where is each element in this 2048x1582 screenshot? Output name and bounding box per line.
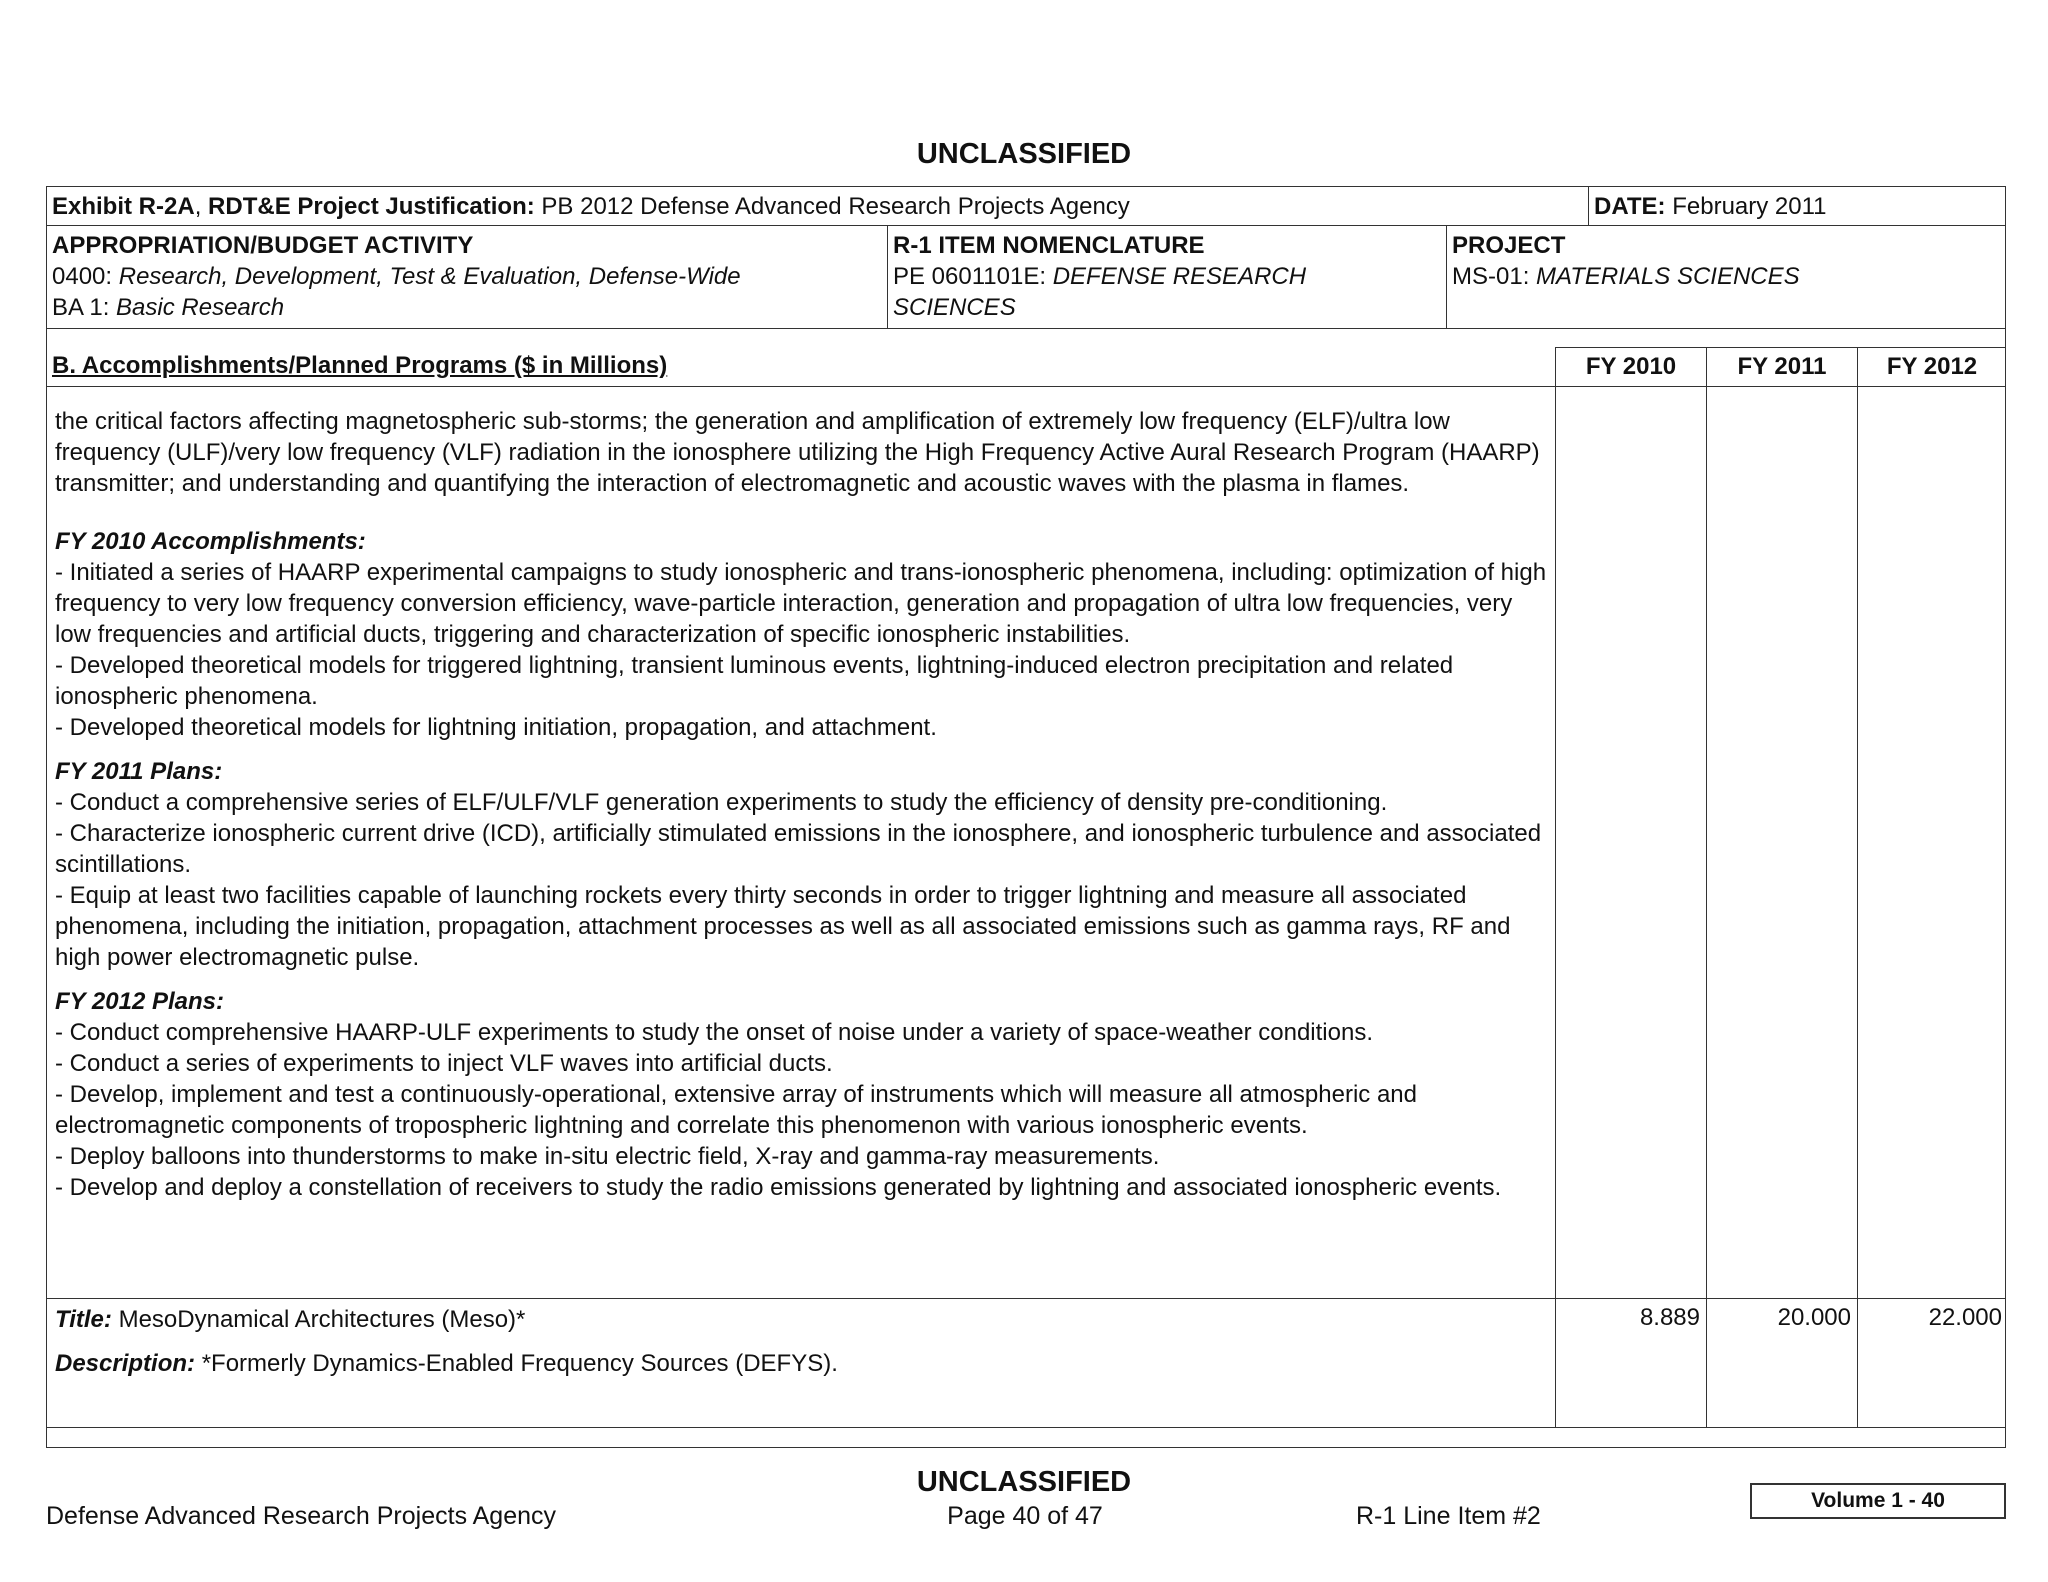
fy2012-item: - Conduct comprehensive HAARP-ULF experiments to study the onset of noise under a variety of space-weather conditions.	[55, 1019, 1373, 1046]
classification-top: UNCLASSIFIED	[916, 138, 1132, 170]
date-label: DATE:	[1594, 193, 1666, 220]
r1-name-1: DEFENSE RESEARCH	[1052, 263, 1307, 290]
meso-title	[55, 1304, 525, 1335]
meso-title-value: MesoDynamical Architectures (Meso)*	[118, 1306, 526, 1333]
footer-volume-box: Volume 1 - 40	[1750, 1483, 2006, 1519]
program-description	[55, 406, 1547, 1203]
fy2012-item: - Develop, implement and test a continuously-operational, extensive array of instruments which will measure all atmospheric and electromagnetic components of tropospheric lightning and correlate this phenomenon with various ionospheric events.	[55, 1081, 1417, 1139]
intro-paragraph: the critical factors affecting magnetospheric sub-storms; the generation and amplification of extremely low frequency (ELF)/ultra low frequency (ULF)/very low frequency (VLF) radiation in the ionosphere utilizing the High Frequency Active Aural Research Program (HAARP) transmitter; and understanding and quantifying the interaction of electromagnetic and acoustic waves with the plasma in flames.	[55, 408, 1540, 497]
r1-code: PE 0601101E:	[893, 263, 1047, 290]
fy2011-heading: FY 2011 Plans:	[55, 758, 223, 785]
project-label: PROJECT	[1452, 232, 1566, 259]
meso-fy2011-value: 20.000	[1777, 1304, 1851, 1331]
column-header-fy2010: FY 2010	[1585, 353, 1677, 380]
date-divider	[1588, 186, 1589, 225]
date-value: February 2011	[1672, 193, 1827, 220]
fy2010-item: - Developed theoretical models for lightning initiation, propagation, and attachment.	[55, 714, 937, 741]
meso-divider-top	[46, 1298, 2006, 1299]
fy2012-item: - Conduct a series of experiments to inject VLF waves into artificial ducts.	[55, 1050, 833, 1077]
ba-name: Basic Research	[116, 294, 285, 321]
r1-label: R-1 ITEM NOMENCLATURE	[893, 232, 1205, 259]
ba-code: BA 1:	[52, 294, 110, 321]
meso-divider-bottom	[46, 1427, 2006, 1428]
exhibit-title: RDT&E Project Justification:	[208, 193, 535, 220]
meso-desc-label: Description:	[55, 1350, 196, 1377]
exhibit-line: Exhibit R-2A, RDT&E Project Justification: PB 2012 Defense Advanced Research Projects Agency	[52, 193, 1130, 220]
fy2012-item: - Develop and deploy a constellation of receivers to study the radio emissions generated by lightning and associated ionospheric events.	[55, 1174, 1502, 1201]
col-line-1	[1555, 347, 1556, 1427]
fy2010-item: - Initiated a series of HAARP experimental campaigns to study ionospheric and trans-ionospheric phenomena, including: optimization of high frequency to very low frequency conversion efficiency, wave-particle interaction, generation and propagation of ultra low frequencies, very low frequencies and artificial ducts, triggering and characterization of specific ionospheric instabilities.	[55, 559, 1547, 648]
appropriation-code: 0400:	[52, 263, 113, 290]
meso-title-label: Title:	[55, 1306, 112, 1333]
classification-bottom: UNCLASSIFIED	[916, 1466, 1132, 1498]
fy-header-top	[1555, 347, 2006, 348]
section-divider	[46, 386, 2006, 387]
footer-line-item: R-1 Line Item #2	[1356, 1502, 1541, 1530]
exhibit-value: PB 2012 Defense Advanced Research Projects Agency	[541, 193, 1130, 220]
header-divider-1	[46, 225, 2006, 226]
meso-description	[55, 1348, 838, 1379]
meso-desc-value: *Formerly Dynamics-Enabled Frequency Sources (DEFYS).	[201, 1350, 838, 1377]
appropriation-block	[52, 230, 741, 323]
r1-name-2: SCIENCES	[893, 294, 1016, 321]
col-line-3	[1857, 347, 1858, 1427]
r1-divider	[887, 225, 888, 328]
exhibit-label: Exhibit R-2A	[52, 193, 195, 220]
project-name: MATERIALS SCIENCES	[1536, 263, 1800, 290]
date-line	[1594, 191, 1827, 222]
project-divider	[1446, 225, 1447, 328]
footer-page-number: Page 40 of 47	[947, 1502, 1103, 1530]
appropriation-label: APPROPRIATION/BUDGET ACTIVITY	[52, 232, 474, 259]
project-code: MS-01:	[1452, 263, 1530, 290]
column-header-fy2012: FY 2012	[1886, 353, 1978, 380]
appropriation-name: Research, Development, Test & Evaluation, Defense-Wide	[118, 263, 741, 290]
r1-block	[893, 230, 1306, 323]
col-line-2	[1706, 347, 1707, 1427]
meso-fy2012-value: 22.000	[1928, 1304, 2002, 1331]
meso-fy2010-value: 8.889	[1639, 1304, 1700, 1331]
section-title: B. Accomplishments/Planned Programs ($ in Millions)	[52, 352, 668, 379]
fy2011-item: - Characterize ionospheric current drive (ICD), artificially stimulated emissions in the ionosphere, and ionospheric turbulence and associated scintillations.	[55, 820, 1542, 878]
project-block	[1452, 230, 1800, 292]
footer-agency: Defense Advanced Research Projects Agency	[46, 1502, 557, 1530]
fy2011-item: - Conduct a comprehensive series of ELF/ULF/VLF generation experiments to study the efficiency of density pre-conditioning.	[55, 789, 1388, 816]
fy2012-item: - Deploy balloons into thunderstorms to make in-situ electric field, X-ray and gamma-ray measurements.	[55, 1143, 1160, 1170]
fy2012-heading: FY 2012 Plans:	[55, 988, 224, 1015]
fy2011-item: - Equip at least two facilities capable of launching rockets every thirty seconds in order to trigger lightning and measure all associated phenomena, including the initiation, propagation, attachment processes as well as all associated emissions such as gamma rays, RF and high power electromagnetic pulse.	[55, 882, 1511, 971]
column-header-fy2011: FY 2011	[1737, 353, 1827, 380]
fy2010-heading: FY 2010 Accomplishments:	[55, 528, 366, 555]
header-divider-2	[46, 328, 2006, 329]
fy2010-item: - Developed theoretical models for triggered lightning, transient luminous events, lightning-induced electron precipitation and related ionospheric phenomena.	[55, 652, 1454, 710]
